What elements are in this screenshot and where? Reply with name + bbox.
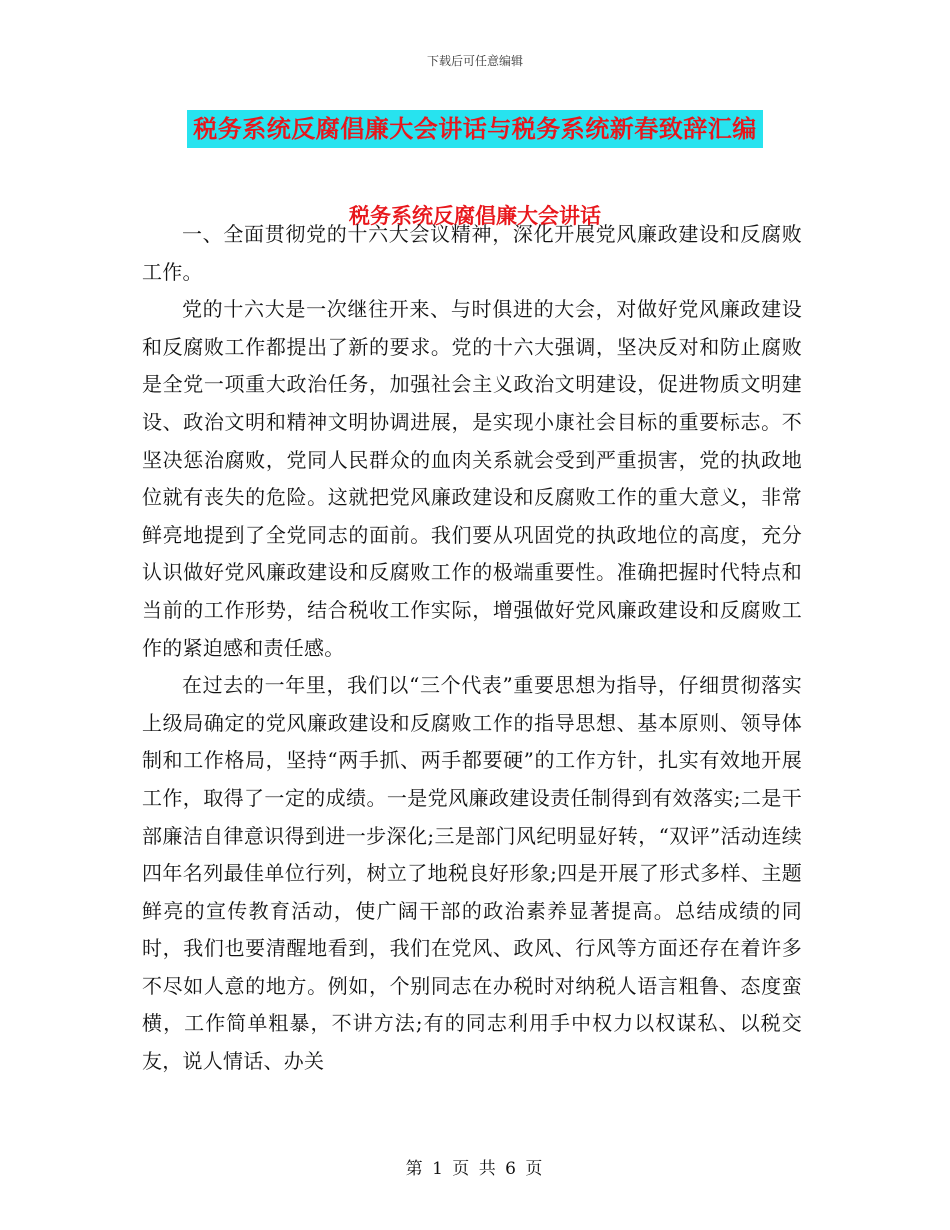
paragraph-2: 党的十六大是一次继往开来、与时俱进的大会，对做好党风廉政建设和反腐败工作都提出了新的要求。党的十六大强调，坚决反对和防止腐败是全党一项重大政治任务，加强社会主义政治文明建设，促进物质文明建设、政治文明和精神文明协调进展，是实现小康社会目标的重要标志。不坚决惩治腐败，党同人民群众的血肉关系就会受到严重损害，党的执政地位就有丧失的危险。这就把党风廉政建设和反腐败工作的重大意义，非常鲜亮地提到了全党同志的面前。我们要从巩固党的执政地位的高度，充分认识做好党风廉政建设和反腐败工作的极端重要性。准确把握时代特点和当前的工作形势，结合税收工作实际，增强做好党风廉政建设和反腐败工作的紧迫感和责任感。 <box>142 297 802 660</box>
document-body <box>142 216 802 1081</box>
header-note: 下载后可任意编辑 <box>426 54 523 68</box>
main-title-container <box>0 110 950 148</box>
paragraph-1: 一、全面贯彻党的十六大会议精神，深化开展党风廉政建设和反腐败工作。 <box>142 222 802 284</box>
main-title: 税务系统反腐倡廉大会讲话与税务系统新春致辞汇编 <box>187 110 763 148</box>
page-number-footer: 第 1 页 共 6 页 <box>405 1159 545 1179</box>
paragraph-3: 在过去的一年里，我们以“三个代表”重要思想为指导，仔细贯彻落实上级局确定的党风廉政建设和反腐败工作的指导思想、基本原则、领导体制和工作格局，坚持“两手抓、两手都要硬”的工作方针，扎实有效地开展工作，取得了一定的成绩。一是党风廉政建设责任制得到有效落实;二是干部廉洁自律意识得到进一步深化;三是部门风纪明显好转，“双评”活动连续四年名列最佳单位行列，树立了地税良好形象;四是开展了形式多样、主题鲜亮的宣传教育活动，使广阔干部的政治素养显著提高。总结成绩的同时，我们也要清醒地看到，我们在党风、政风、行风等方面还存在着许多不尽如人意的地方。例如，个别同志在办税时对纳税人语言粗鲁、态度蛮横，工作简单粗暴，不讲方法;有的同志利用手中权力以权谋私、以税交友，说人情话、办关 <box>142 673 802 1074</box>
section-title: 税务系统反腐倡廉大会讲话 <box>349 203 601 228</box>
